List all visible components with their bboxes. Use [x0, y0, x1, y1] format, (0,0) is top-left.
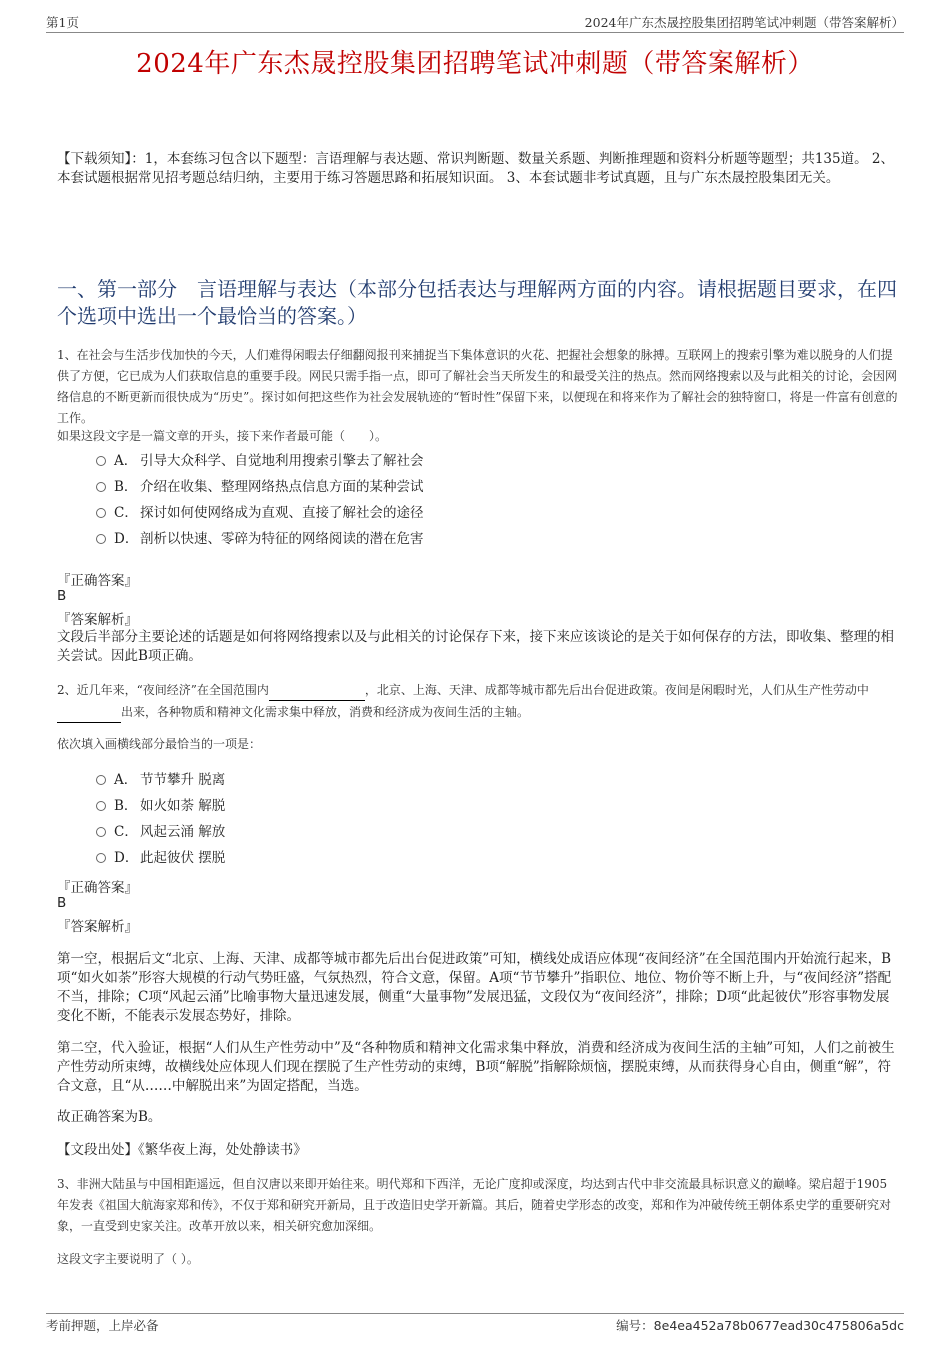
- q2-analysis-p2: 第二空，代入验证，根据“人们从生产性劳动中”及“各种物质和精神文化需求集中释放，消费和经济成为夜间生活的主轴”可知，人们之前被生产性劳动所束缚，故横线处应体现人们现在摆脱了生产性劳动的束缚，B项“解脱”指解除烦恼，摆脱束缚，从而获得身心自由，侧重“解”，符合文意，且“从……中解脱出来”为固定搭配，当选。: [57, 1040, 895, 1094]
- q1-answer-label: 『正确答案』: [57, 573, 138, 589]
- header-doc-title: 2024年广东杰晟控股集团招聘笔试冲刺题（带答案解析）: [584, 15, 904, 30]
- footer-doc-code: [616, 1316, 904, 1334]
- page-number: 第1页: [46, 15, 79, 30]
- option-letter: D．: [114, 850, 139, 866]
- download-notice: 【下载须知】：1，本套练习包含以下题型：言语理解与表达题、常识判断题、数量关系题、判断推理题和资料分析题等题型；共135道。 2、本套试题根据常见招考题总结归纳，主要用于练习答题思路和拓展知识面。 3、本套试题非考试真题，且与广东杰晟控股集团无关。: [57, 151, 894, 186]
- footer-code-label: 编号：: [616, 1318, 654, 1333]
- radio-icon[interactable]: [96, 801, 106, 811]
- q2-stem-part-3: 出来，各种物质和精神文化需求集中释放，消费和经济成为夜间生活的主轴。: [121, 705, 530, 719]
- q2-analysis-label: 『答案解析』: [57, 919, 138, 935]
- footer-code-value: 8e4ea452a78b0677ead30c475806a5dc: [653, 1318, 904, 1333]
- option-letter: B．: [114, 798, 138, 814]
- q2-source: 【文段出处】《繁华夜上海，处处静读书》: [57, 1142, 307, 1158]
- q1-analysis: 文段后半部分主要论述的话题是如何将网络搜索以及与此相关的讨论保存下来，接下来应该谈论的是关于如何保存的方法，即收集、整理的相关尝试。因此B项正确。: [57, 629, 894, 664]
- option-text: 如火如荼 解脱: [140, 798, 226, 814]
- question-3-prompt: 这段文字主要说明了（ ）。: [57, 1252, 199, 1266]
- question-3-stem: 3、非洲大陆虽与中国相距遥远，但自汉唐以来即开始往来。明代郑和下西洋，无论广度抑或深度，均达到古代中非交流最具标识意义的巅峰。梁启超于1905年发表《祖国大航海家郑和传》，不仅于郑和研究开新局，且于改造旧史学开新篇。其后，随着史学形态的改变，郑和作为冲破传统王朝体系史学的重要研究对象，一直受到史家关注。改革开放以来，相关研究愈加深细。: [57, 1177, 892, 1233]
- option-text: 引导大众科学、自觉地利用搜索引擎去了解社会: [140, 453, 424, 469]
- q2-option-d[interactable]: [96, 846, 225, 866]
- option-text: 介绍在收集、整理网络热点信息方面的某种尝试: [140, 479, 424, 495]
- option-letter: C．: [114, 824, 138, 840]
- q2-blank-1: [269, 679, 365, 701]
- page-title: 2024年广东杰晟控股集团招聘笔试冲刺题（带答案解析）: [136, 49, 814, 79]
- q2-analysis-p1: 第一空，根据后文“北京、上海、天津、成都等城市都先后出台促进政策”可知，横线处成语应体现“夜间经济”在全国范围内开始流行起来，B项“如火如荼”形容大规模的行动气势旺盛，气氛热烈，符合文意，保留。A项“节节攀升”指职位、地位、物价等不断上升，与“夜间经济”搭配不当，排除；C项“风起云涌”比喻事物大量迅速发展，侧重“大量事物”发展迅猛，文段仅为“夜间经济”，排除；D项“此起彼伏”形容事物发展变化不断，不能表示发展态势好，排除。: [57, 951, 892, 1024]
- radio-icon[interactable]: [96, 456, 106, 466]
- section-heading: 一、第一部分 言语理解与表达（本部分包括表达与理解两方面的内容。请根据题目要求，在四个选项中选出一个最恰当的答案。）: [57, 277, 897, 328]
- option-text: 剖析以快速、零碎为特征的网络阅读的潜在危害: [140, 531, 424, 547]
- q2-stem-part-2: ，北京、上海、天津、成都等城市都先后出台促进政策。夜间是闲暇时光，人们从生产性劳动中: [364, 683, 869, 697]
- option-text: 节节攀升 脱离: [140, 772, 226, 788]
- radio-icon[interactable]: [96, 534, 106, 544]
- q1-analysis-label: 『答案解析』: [57, 612, 138, 628]
- q2-option-c[interactable]: [96, 820, 225, 840]
- radio-icon[interactable]: [96, 827, 106, 837]
- q1-option-c[interactable]: [96, 501, 424, 521]
- footer-slogan: 考前押题，上岸必备: [46, 1318, 159, 1333]
- q1-option-a[interactable]: [96, 449, 424, 469]
- radio-icon[interactable]: [96, 508, 106, 518]
- q2-answer-label: 『正确答案』: [57, 880, 138, 896]
- option-letter: D．: [114, 531, 139, 547]
- question-2-prompt: 依次填入画横线部分最恰当的一项是：: [57, 737, 262, 751]
- q1-option-b[interactable]: [96, 475, 424, 495]
- q2-blank-2: [57, 701, 121, 723]
- footer-divider: [46, 1313, 904, 1314]
- option-letter: B．: [114, 479, 138, 495]
- option-letter: A．: [114, 772, 138, 788]
- header-divider: [46, 32, 904, 33]
- question-1-prompt: 如果这段文字是一篇文章的开头，接下来作者最可能（ ）。: [57, 429, 388, 443]
- option-letter: C．: [114, 505, 138, 521]
- q2-option-a[interactable]: [96, 768, 225, 788]
- option-text: 此起彼伏 摆脱: [140, 850, 226, 866]
- option-letter: A．: [114, 453, 138, 469]
- radio-icon[interactable]: [96, 853, 106, 863]
- radio-icon[interactable]: [96, 775, 106, 785]
- question-2-stem: [57, 679, 899, 723]
- q2-option-b[interactable]: [96, 794, 225, 814]
- option-text: 探讨如何使网络成为直观、直接了解社会的途径: [140, 505, 424, 521]
- radio-icon[interactable]: [96, 482, 106, 492]
- q1-option-d[interactable]: [96, 527, 424, 547]
- q2-analysis-conclusion: 故正确答案为B。: [57, 1109, 162, 1125]
- q2-stem-part-1: 2、近几年来，“夜间经济”在全国范围内: [57, 683, 269, 697]
- q2-answer-value: B: [57, 895, 67, 911]
- option-text: 风起云涌 解放: [140, 824, 226, 840]
- question-1-stem: 1、在社会与生活步伐加快的今天，人们难得闲暇去仔细翻阅报刊来捕捉当下集体意识的火花、把握社会想象的脉搏。互联网上的搜索引擎为难以脱身的人们提供了方便，它已成为人们获取信息的重要手段。网民只需手指一点，即可了解社会当天所发生的和最受关注的热点。然而网络搜索以及与此相关的讨论，会因网络信息的不断更新而很快成为“历史”。探讨如何把这些作为社会发展轨迹的“暂时性”保留下来，以便现在和将来作为了解社会的独特窗口，将是一件富有创意的工作。: [57, 348, 898, 425]
- q1-answer-value: B: [57, 588, 67, 604]
